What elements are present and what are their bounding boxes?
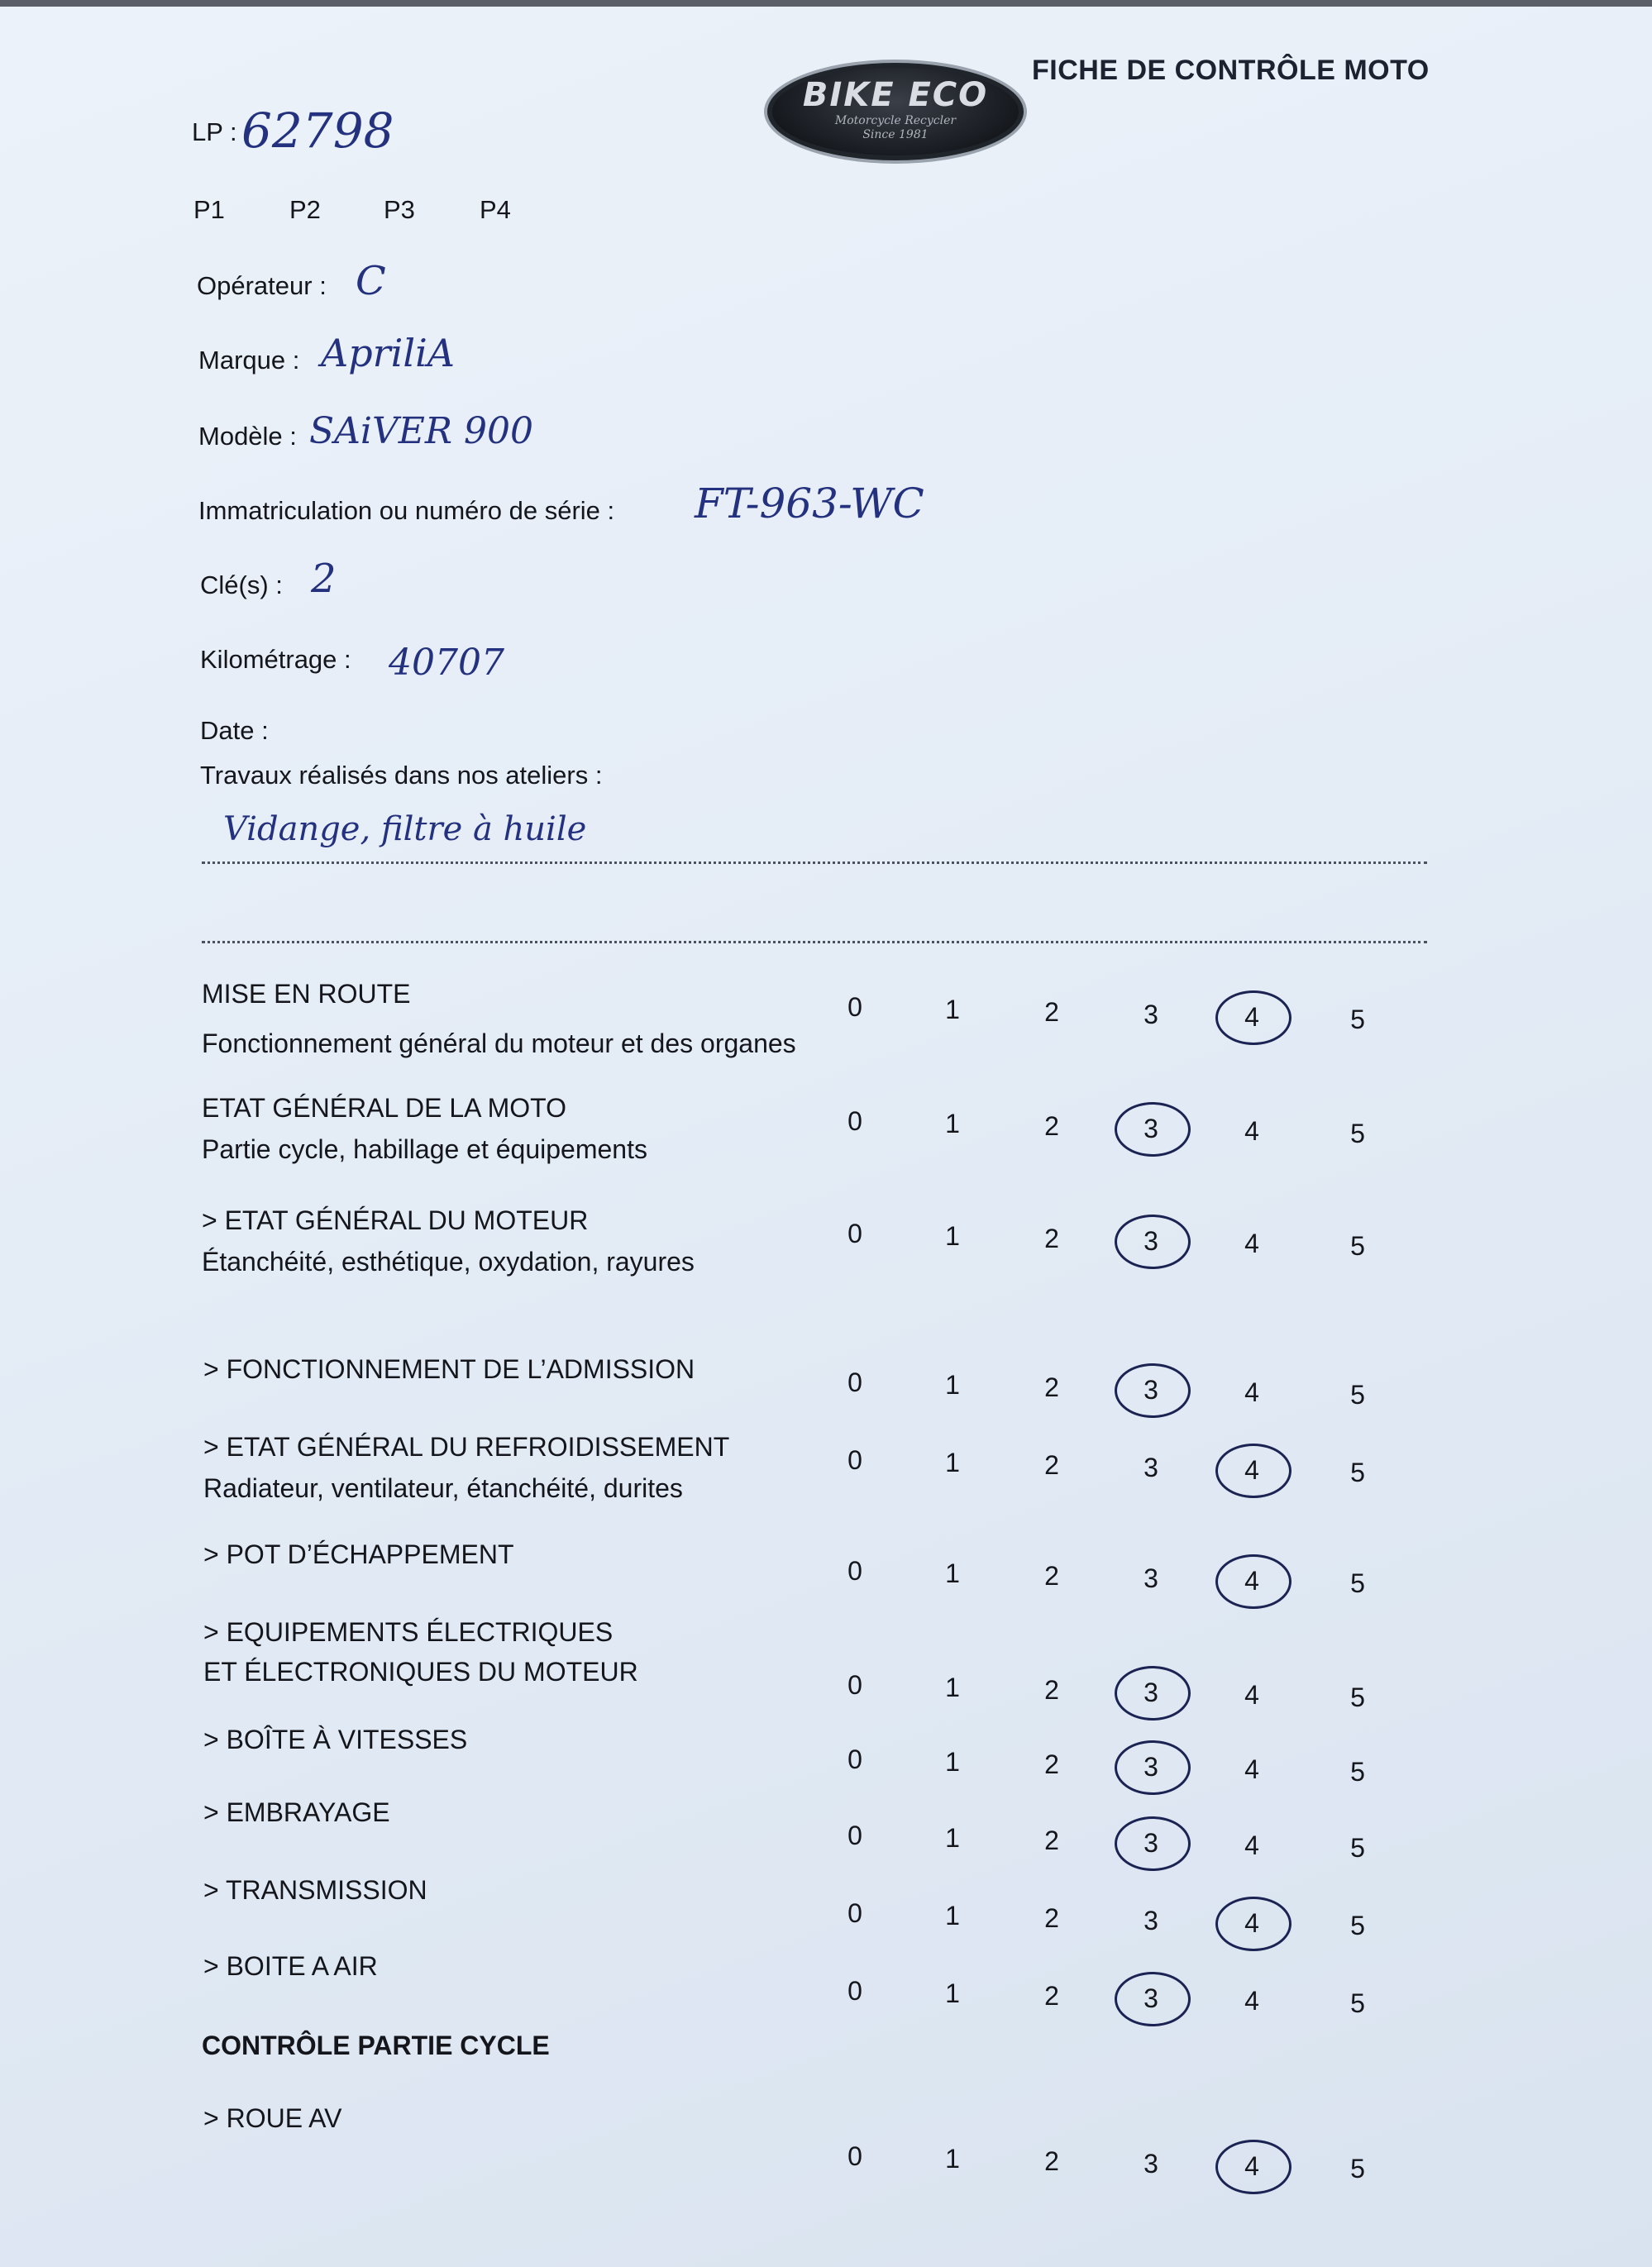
mileage-value: 40707 <box>389 642 504 684</box>
criterion-4-title: > ETAT GÉNÉRAL DU REFROIDISSEMENT <box>203 1432 730 1462</box>
criterion-8-score-4[interactable]: 4 <box>1244 1830 1259 1860</box>
criterion-8-selected-circle <box>1115 1816 1191 1871</box>
criterion-6-score-4[interactable]: 4 <box>1244 1680 1259 1710</box>
position-p2: P2 <box>289 195 321 224</box>
criterion-7-score-2[interactable]: 2 <box>1044 1749 1059 1779</box>
criterion-1-score-2[interactable]: 2 <box>1044 1111 1059 1141</box>
criterion-1-score-5[interactable]: 5 <box>1350 1119 1365 1148</box>
criterion-6-score-5[interactable]: 5 <box>1350 1682 1365 1712</box>
position-p4: P4 <box>480 195 511 224</box>
criterion-0-score-4[interactable]: 4 <box>1244 1002 1259 1032</box>
criterion-8-score-1[interactable]: 1 <box>945 1823 960 1853</box>
criterion-11-score-3[interactable]: 3 <box>1144 2149 1158 2179</box>
criterion-5-selected-circle <box>1215 1554 1292 1609</box>
section-heading-cycle: CONTRÔLE PARTIE CYCLE <box>202 2031 550 2060</box>
criterion-10-score-3[interactable]: 3 <box>1144 1983 1158 2013</box>
criterion-4-score-2[interactable]: 2 <box>1044 1450 1059 1480</box>
criterion-9-score-1[interactable]: 1 <box>945 1901 960 1931</box>
criterion-5-score-2[interactable]: 2 <box>1044 1561 1059 1591</box>
criterion-0-score-1[interactable]: 1 <box>945 995 960 1024</box>
criterion-5-score-4[interactable]: 4 <box>1244 1566 1259 1596</box>
criterion-4-score-1[interactable]: 1 <box>945 1448 960 1477</box>
registration-value: FT-963-WC <box>695 480 924 527</box>
model-value: SAiVER 900 <box>309 410 533 452</box>
criterion-8-score-2[interactable]: 2 <box>1044 1826 1059 1855</box>
criterion-8-score-3[interactable]: 3 <box>1144 1828 1158 1858</box>
criterion-6-title: > EQUIPEMENTS ÉLECTRIQUES <box>203 1617 614 1647</box>
criterion-4-score-3[interactable]: 3 <box>1144 1453 1158 1482</box>
criterion-8-score-0[interactable]: 0 <box>847 1821 862 1850</box>
criterion-2-score-4[interactable]: 4 <box>1244 1229 1259 1258</box>
criterion-9-score-4[interactable]: 4 <box>1244 1908 1259 1938</box>
criterion-1-score-3[interactable]: 3 <box>1144 1114 1158 1143</box>
criterion-0-score-2[interactable]: 2 <box>1044 997 1059 1027</box>
criterion-5-title: > POT D’ÉCHAPPEMENT <box>203 1539 514 1569</box>
criterion-0-subtitle: Fonctionnement général du moteur et des organes <box>202 1029 796 1058</box>
criterion-7-score-3[interactable]: 3 <box>1144 1752 1158 1782</box>
position-p1: P1 <box>193 195 225 224</box>
criterion-6-score-0[interactable]: 0 <box>847 1670 862 1700</box>
criterion-2-subtitle: Étanchéité, esthétique, oxydation, rayures <box>202 1247 695 1277</box>
criterion-7-score-1[interactable]: 1 <box>945 1747 960 1777</box>
logo-brand: BIKE ECO <box>802 76 989 114</box>
criterion-0-selected-circle <box>1215 990 1292 1045</box>
criterion-3-score-4[interactable]: 4 <box>1244 1377 1259 1407</box>
criterion-2-score-2[interactable]: 2 <box>1044 1224 1059 1253</box>
criterion-9-title: > TRANSMISSION <box>203 1875 427 1905</box>
criterion-4-score-0[interactable]: 0 <box>847 1445 862 1475</box>
criterion-5-score-0[interactable]: 0 <box>847 1556 862 1586</box>
works-line-2 <box>202 941 1427 943</box>
criterion-10-score-5[interactable]: 5 <box>1350 1988 1365 2018</box>
model-label: Modèle : <box>198 422 297 451</box>
criterion-1-subtitle: Partie cycle, habillage et équipements <box>202 1134 647 1164</box>
criterion-0-title: MISE EN ROUTE <box>202 979 411 1009</box>
criterion-11-selected-circle <box>1215 2140 1292 2194</box>
criterion-1-score-4[interactable]: 4 <box>1244 1116 1259 1146</box>
criterion-0-score-0[interactable]: 0 <box>847 992 862 1022</box>
criterion-7-score-5[interactable]: 5 <box>1350 1757 1365 1787</box>
brand-label: Marque : <box>198 346 300 375</box>
operator-label: Opérateur : <box>197 271 327 300</box>
works-value: Vidange, filtre à huile <box>223 810 587 848</box>
operator-value: C <box>356 258 386 304</box>
criterion-11-score-5[interactable]: 5 <box>1350 2154 1365 2183</box>
criterion-2-score-5[interactable]: 5 <box>1350 1231 1365 1261</box>
criterion-10-score-4[interactable]: 4 <box>1244 1986 1259 2016</box>
criterion-11-score-0[interactable]: 0 <box>847 2141 862 2171</box>
bike-eco-logo <box>764 60 1027 164</box>
criterion-5-score-1[interactable]: 1 <box>945 1558 960 1588</box>
lp-value: 62798 <box>241 103 394 159</box>
criterion-2-title: > ETAT GÉNÉRAL DU MOTEUR <box>202 1205 589 1235</box>
criterion-2-selected-circle <box>1115 1215 1191 1269</box>
registration-label: Immatriculation ou numéro de série : <box>198 496 615 525</box>
criterion-5-score-5[interactable]: 5 <box>1350 1568 1365 1598</box>
criterion-6-score-2[interactable]: 2 <box>1044 1675 1059 1705</box>
criterion-3-selected-circle <box>1115 1363 1191 1418</box>
keys-value: 2 <box>311 556 337 602</box>
criterion-1-score-0[interactable]: 0 <box>847 1106 862 1136</box>
criterion-9-score-3[interactable]: 3 <box>1144 1906 1158 1935</box>
criterion-7-score-4[interactable]: 4 <box>1244 1754 1259 1784</box>
criterion-0-score-5[interactable]: 5 <box>1350 1005 1365 1034</box>
criterion-3-score-5[interactable]: 5 <box>1350 1380 1365 1410</box>
criterion-1-score-1[interactable]: 1 <box>945 1109 960 1138</box>
works-label: Travaux réalisés dans nos ateliers : <box>200 761 603 790</box>
brand-value: ApriliA <box>321 331 456 375</box>
criterion-1-selected-circle <box>1115 1102 1191 1157</box>
logo-since: Since 1981 <box>862 128 929 141</box>
criterion-6-score-1[interactable]: 1 <box>945 1673 960 1702</box>
criterion-3-score-3[interactable]: 3 <box>1144 1375 1158 1405</box>
criterion-0-score-3[interactable]: 3 <box>1144 1000 1158 1029</box>
criterion-10-score-0[interactable]: 0 <box>847 1976 862 2006</box>
criterion-4-score-4[interactable]: 4 <box>1244 1455 1259 1485</box>
criterion-9-score-5[interactable]: 5 <box>1350 1911 1365 1940</box>
criterion-10-selected-circle <box>1115 1972 1191 2026</box>
criterion-2-score-0[interactable]: 0 <box>847 1219 862 1248</box>
criterion-6-subtitle: ET ÉLECTRONIQUES DU MOTEUR <box>203 1657 638 1687</box>
logo-tagline: Motorcycle Recycler <box>834 114 957 127</box>
criterion-11-score-1[interactable]: 1 <box>945 2144 960 2174</box>
criterion-9-score-0[interactable]: 0 <box>847 1898 862 1928</box>
criterion-2-score-3[interactable]: 3 <box>1144 1226 1158 1256</box>
works-line-1 <box>202 861 1427 864</box>
criterion-7-score-0[interactable]: 0 <box>847 1744 862 1774</box>
criterion-6-selected-circle <box>1115 1666 1191 1721</box>
criterion-5-score-3[interactable]: 3 <box>1144 1563 1158 1593</box>
criterion-10-title: > BOITE A AIR <box>203 1951 378 1981</box>
criterion-3-title: > FONCTIONNEMENT DE L’ADMISSION <box>203 1354 695 1384</box>
criterion-4-selected-circle <box>1215 1444 1292 1498</box>
criterion-8-title: > EMBRAYAGE <box>203 1797 390 1827</box>
date-label: Date : <box>200 716 269 745</box>
criterion-6-score-3[interactable]: 3 <box>1144 1678 1158 1707</box>
criterion-7-title: > BOÎTE À VITESSES <box>203 1725 468 1754</box>
criterion-9-score-2[interactable]: 2 <box>1044 1903 1059 1933</box>
document-title: FICHE DE CONTRÔLE MOTO <box>1032 55 1430 86</box>
criterion-11-score-2[interactable]: 2 <box>1044 2146 1059 2176</box>
lp-label: LP : <box>192 117 237 146</box>
criterion-7-selected-circle <box>1115 1740 1191 1795</box>
criterion-3-score-0[interactable]: 0 <box>847 1367 862 1397</box>
criterion-10-score-2[interactable]: 2 <box>1044 1981 1059 2011</box>
criterion-9-selected-circle <box>1215 1897 1292 1951</box>
mileage-label: Kilométrage : <box>200 645 351 674</box>
criterion-11-score-4[interactable]: 4 <box>1244 2151 1259 2181</box>
criterion-4-score-5[interactable]: 5 <box>1350 1458 1365 1487</box>
keys-label: Clé(s) : <box>200 570 283 599</box>
criterion-1-title: ETAT GÉNÉRAL DE LA MOTO <box>202 1093 566 1123</box>
criterion-11-title: > ROUE AV <box>203 2103 342 2133</box>
top-edge <box>0 0 1652 7</box>
criterion-8-score-5[interactable]: 5 <box>1350 1833 1365 1863</box>
criterion-4-subtitle: Radiateur, ventilateur, étanchéité, durites <box>203 1473 683 1503</box>
criterion-10-score-1[interactable]: 1 <box>945 1978 960 2008</box>
position-p3: P3 <box>384 195 415 224</box>
criterion-3-score-1[interactable]: 1 <box>945 1370 960 1400</box>
criterion-2-score-1[interactable]: 1 <box>945 1221 960 1251</box>
criterion-3-score-2[interactable]: 2 <box>1044 1372 1059 1402</box>
